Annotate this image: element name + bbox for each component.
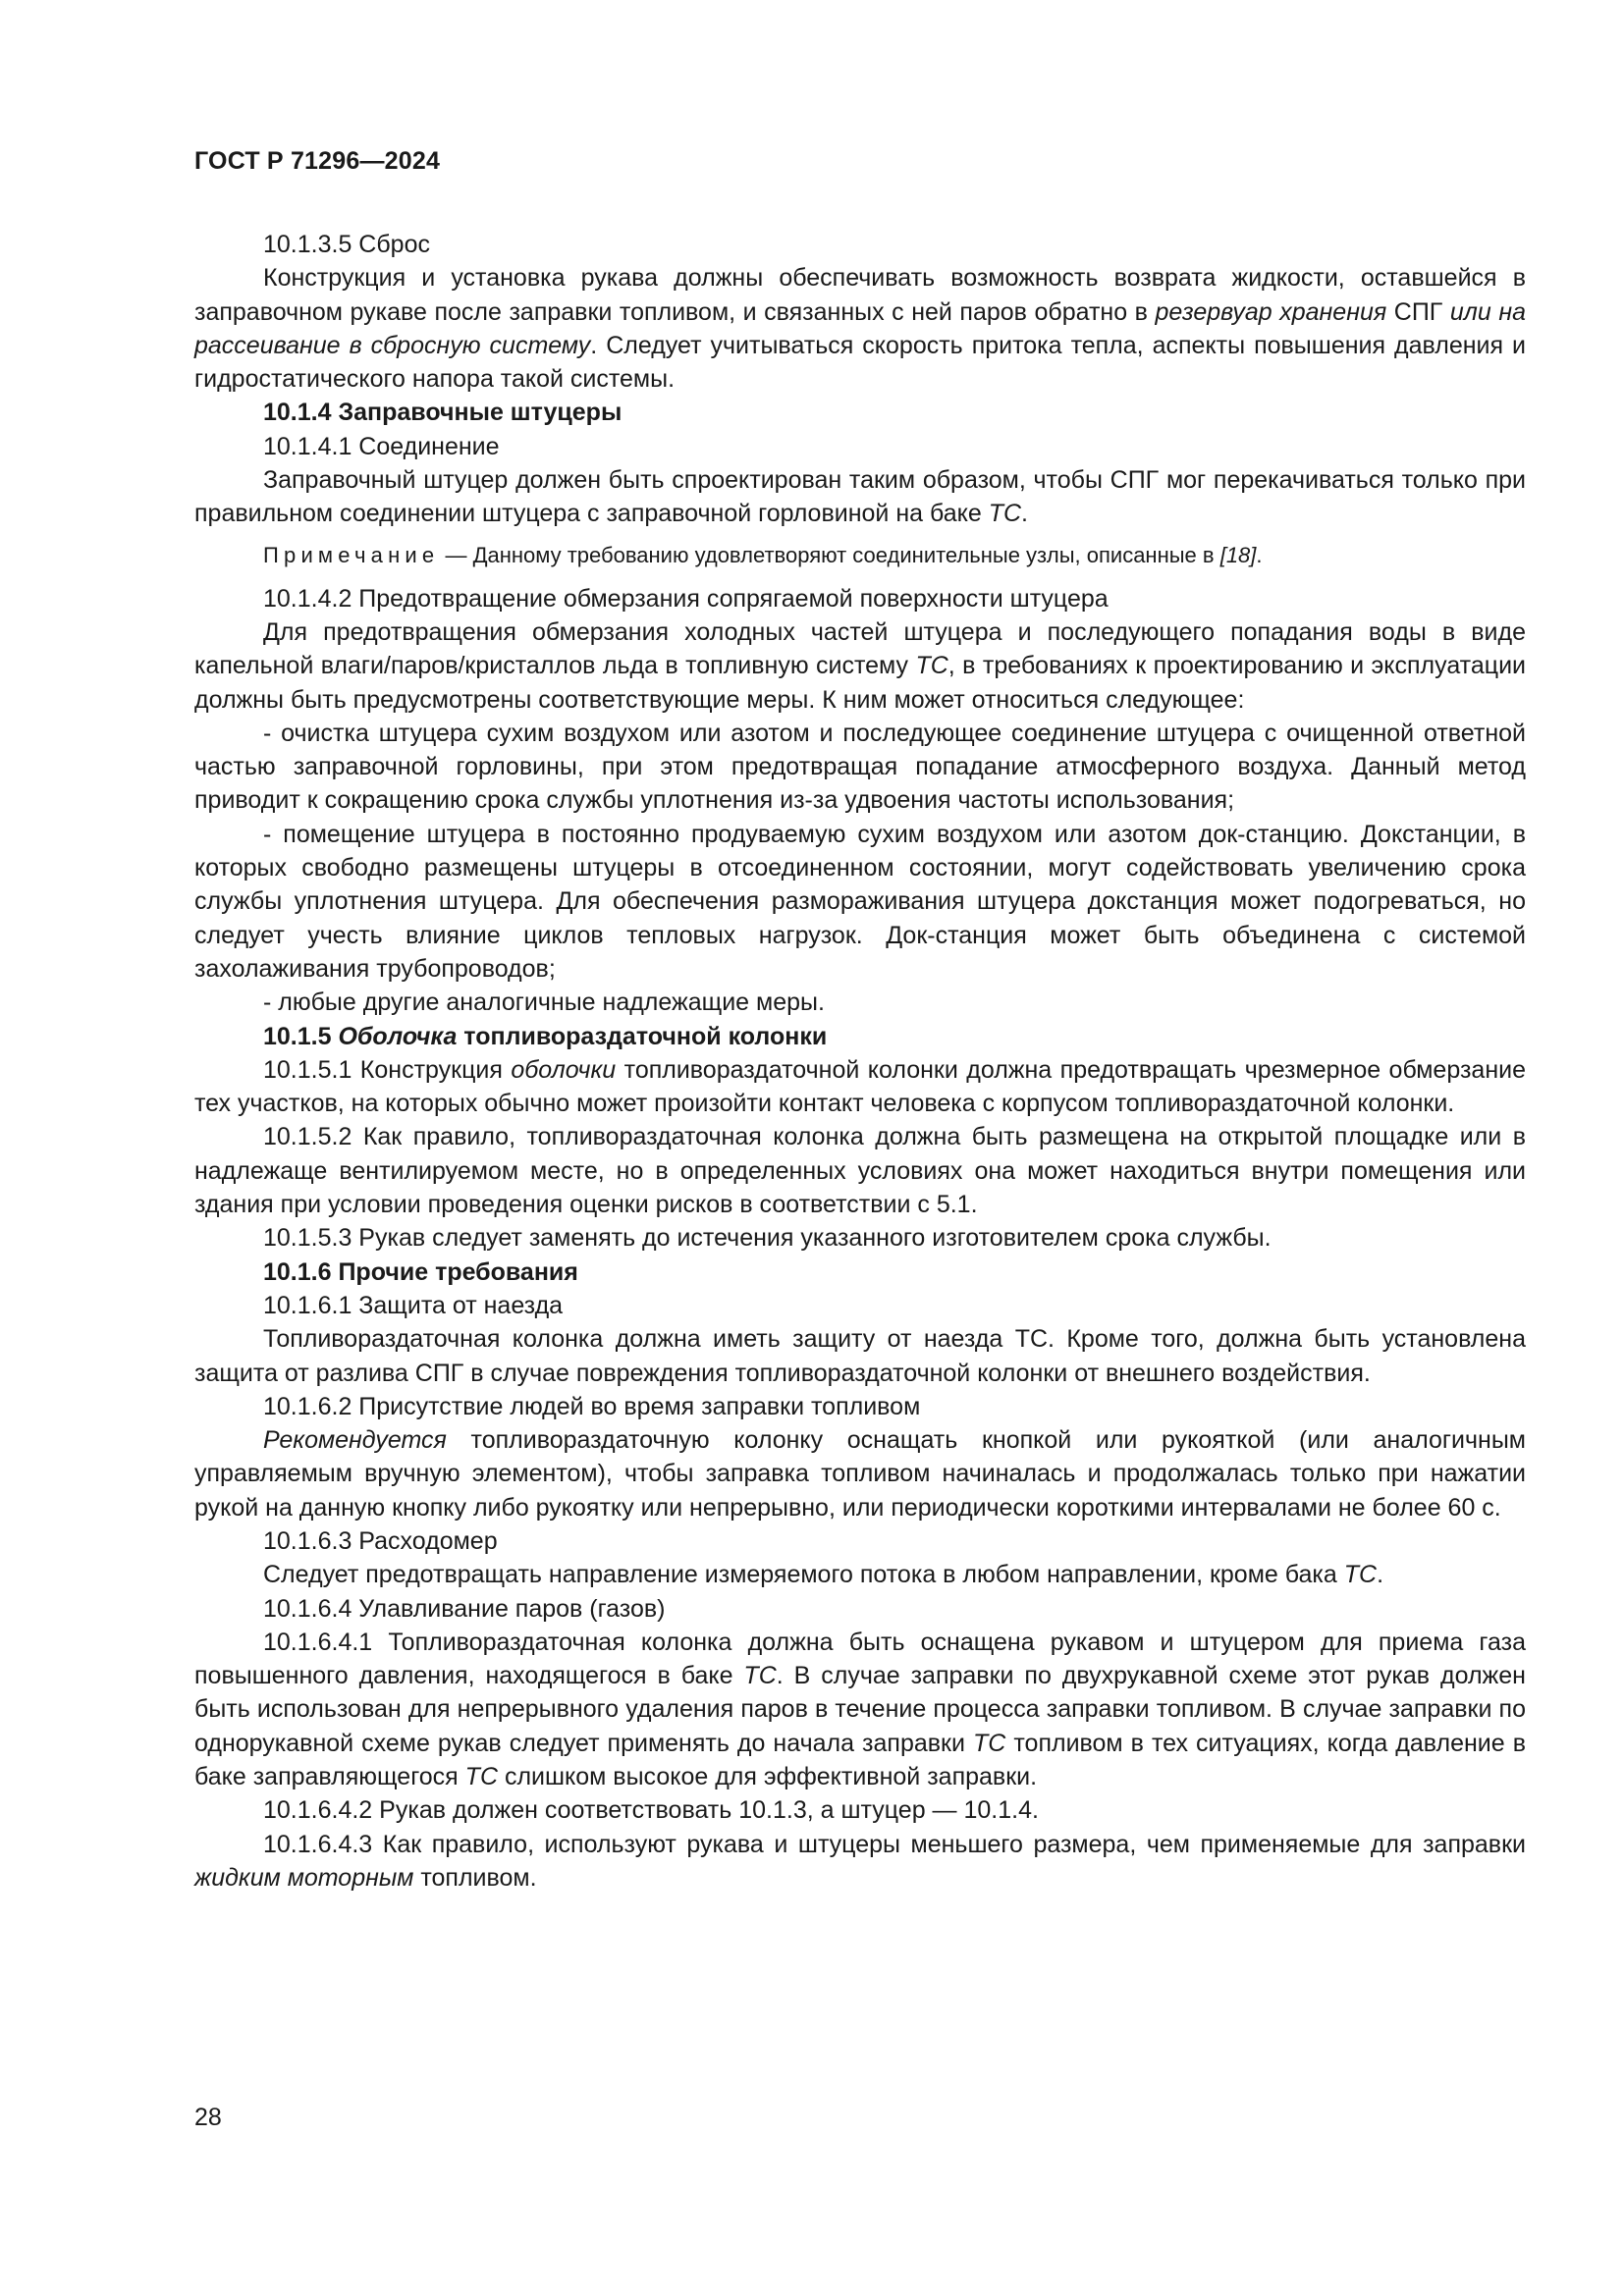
paragraph-connection: Заправочный штуцер должен быть спроектирован таким образом, чтобы СПГ мог перекачиваться только при правильном соединении штуцера с заправочной горловиной на баке ТС. <box>194 466 1526 528</box>
section-title-10-1-4-1: 10.1.4.1 Соединение <box>263 432 500 460</box>
paragraph-collision-protection: Топливораздаточная колонка должна иметь защиту от наезда ТС. Кроме того, должна быть установлена защита от разлива СПГ в случае повреждения топливораздаточной колонки от внешнего воздействия. <box>194 1325 1526 1387</box>
section-title-10-1-6-4: 10.1.6.4 Улавливание паров (газов) <box>263 1594 666 1623</box>
paragraph-10-1-6-4-3: 10.1.6.4.3 Как правило, используют рукава и штуцеры меньшего размера, чем применяемые для заправки жидким моторным топливом. <box>194 1830 1526 1892</box>
section-title-10-1-4-2: 10.1.4.2 Предотвращение обмерзания сопрягаемой поверхности штуцера <box>263 584 1109 613</box>
paragraph-attendance: Рекомендуется топливораздаточную колонку оснащать кнопкой или рукояткой (или аналогичным управляемым вручную элементом), чтобы заправка топливом начиналась и продолжалась только при нажатии рукой на данную кнопку либо рукоятку или непрерывно, или периодически короткими интервалами не более 60 с. <box>194 1426 1526 1522</box>
paragraph-10-1-6-4-1: 10.1.6.4.1 Топливораздаточная колонка должна быть оснащена рукавом и штуцером для приема газа повышенного давления, находящегося в баке ТС. В случае заправки по двухрукавной схеме этот рукав должен быть использован для непрерывного удаления паров в течение процесса заправки топливом. В случае заправки по однорукавной схеме рукав следует применять до начала заправки ТС топливом в тех ситуациях, когда давление в баке заправляющегося ТС слишком высокое для эффективной заправки. <box>194 1628 1526 1791</box>
paragraph-discharge: Конструкция и установка рукава должны обеспечивать возможность возврата жидкости, оставшейся в заправочном рукаве после заправки топливом, и связанных с ней паров обратно в резервуар хранения СПГ или на рассеивание в сбросную систему. Следует учитываться скорость притока тепла, аспекты повышения давления и гидростатического напора такой системы. <box>194 264 1527 394</box>
section-title-10-1-6-1: 10.1.6.1 Защита от наезда <box>263 1291 564 1319</box>
section-title-10-1-6-3: 10.1.6.3 Расходомер <box>263 1526 498 1555</box>
note: Примечание — Данному требованию удовлетворяют соединительные узлы, описанные в [18]. <box>263 542 1263 567</box>
note-label: Примечание <box>263 542 440 567</box>
section-title-10-1-3-5: 10.1.3.5 Сброс <box>263 231 430 258</box>
heading-10-1-6: 10.1.6 Прочие требования <box>263 1257 578 1286</box>
heading-10-1-5: 10.1.5 Оболочка топливораздаточной колонки <box>263 1022 828 1050</box>
page-number: 28 <box>194 2104 222 2131</box>
paragraph-flowmeter: Следует предотвращать направление измеряемого потока в любом направлении, кроме бака ТС. <box>263 1561 1384 1589</box>
paragraph-freezing: Для предотвращения обмерзания холодных частей штуцера и последующего попадания воды в виде капельной влаги/паров/кристаллов льда в топливную систему ТС, в требованиях к проектированию и эксплуатации должны быть предусмотрены соответствующие меры. К ним может относиться следующее: <box>194 617 1526 714</box>
reference-link: [18] <box>1219 542 1257 567</box>
paragraph-10-1-5-1: 10.1.5.1 Конструкция оболочки топливораздаточной колонки должна предотвращать чрезмерное обмерзание тех участков, на которых обычно может произойти контакт человека с корпусом топливораздаточной колонки. <box>194 1055 1526 1118</box>
list-item: - любые другие аналогичные надлежащие меры. <box>263 988 825 1017</box>
list-item: - помещение штуцера в постоянно продуваемую сухим воздухом или азотом док-станцию. Докстанции, в которых свободно размещены штуцеры в отсоединенном состоянии, могут содействовать увеличению срока службы уплотнения штуцера. Для обеспечения размораживания штуцера докстанция может подогреваться, но следует учесть влияние циклов тепловых нагрузок. Док-станция может быть объединена с системой захолаживания трубопроводов; <box>194 820 1526 983</box>
page-body <box>194 228 1526 1895</box>
paragraph-10-1-5-3: 10.1.5.3 Рукав следует заменять до истечения указанного изготовителем срока службы. <box>263 1224 1272 1253</box>
paragraph-10-1-6-4-2: 10.1.6.4.2 Рукав должен соответствовать 10.1.3, а штуцер — 10.1.4. <box>263 1796 1039 1825</box>
document-header: ГОСТ Р 71296—2024 <box>194 147 441 175</box>
section-title-10-1-6-2: 10.1.6.2 Присутствие людей во время заправки топливом <box>263 1392 921 1420</box>
list-item: - очистка штуцера сухим воздухом или азотом и последующее соединение штуцера с очищенной ответной частью заправочной горловины, при этом предотвращая попадание атмосферного воздуха. Данный метод приводит к сокращению срока службы уплотнения из-за удвоения частоты использования; <box>194 719 1526 815</box>
paragraph-10-1-5-2: 10.1.5.2 Как правило, топливораздаточная колонка должна быть размещена на открытой площадке или в надлежаще вентилируемом месте, но в определенных условиях она может находиться внутри помещения или здания при условии проведения оценки рисков в соответствии с 5.1. <box>194 1123 1526 1219</box>
heading-10-1-4: 10.1.4 Заправочные штуцеры <box>263 399 623 427</box>
